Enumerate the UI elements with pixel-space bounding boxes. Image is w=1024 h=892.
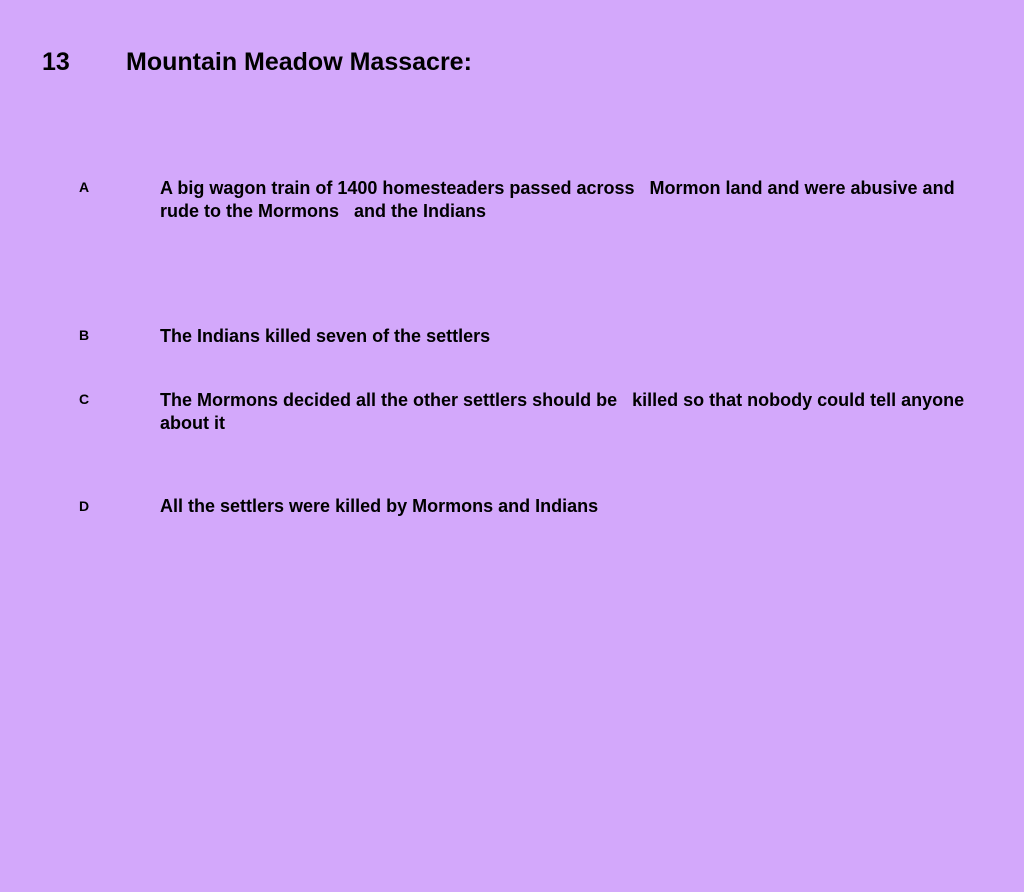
question-number: 13 xyxy=(42,48,70,76)
question-title: Mountain Meadow Massacre: xyxy=(126,48,472,76)
option-b-letter: B xyxy=(79,327,90,343)
option-d-text: All the settlers were killed by Mormons and Indians xyxy=(160,496,599,516)
option-d-letter: D xyxy=(79,498,90,514)
option-c-text: The Mormons decided all the other settlers should be killed so that nobody could tell anyone about it xyxy=(160,390,970,433)
option-c-letter: C xyxy=(79,391,90,407)
option-a-letter: A xyxy=(79,179,90,195)
option-a-text: A big wagon train of 1400 homesteaders passed across Mormon land and were abusive and rude to the Mormons and the Indians xyxy=(160,178,960,221)
option-b-text: The Indians killed seven of the settlers xyxy=(160,326,491,346)
